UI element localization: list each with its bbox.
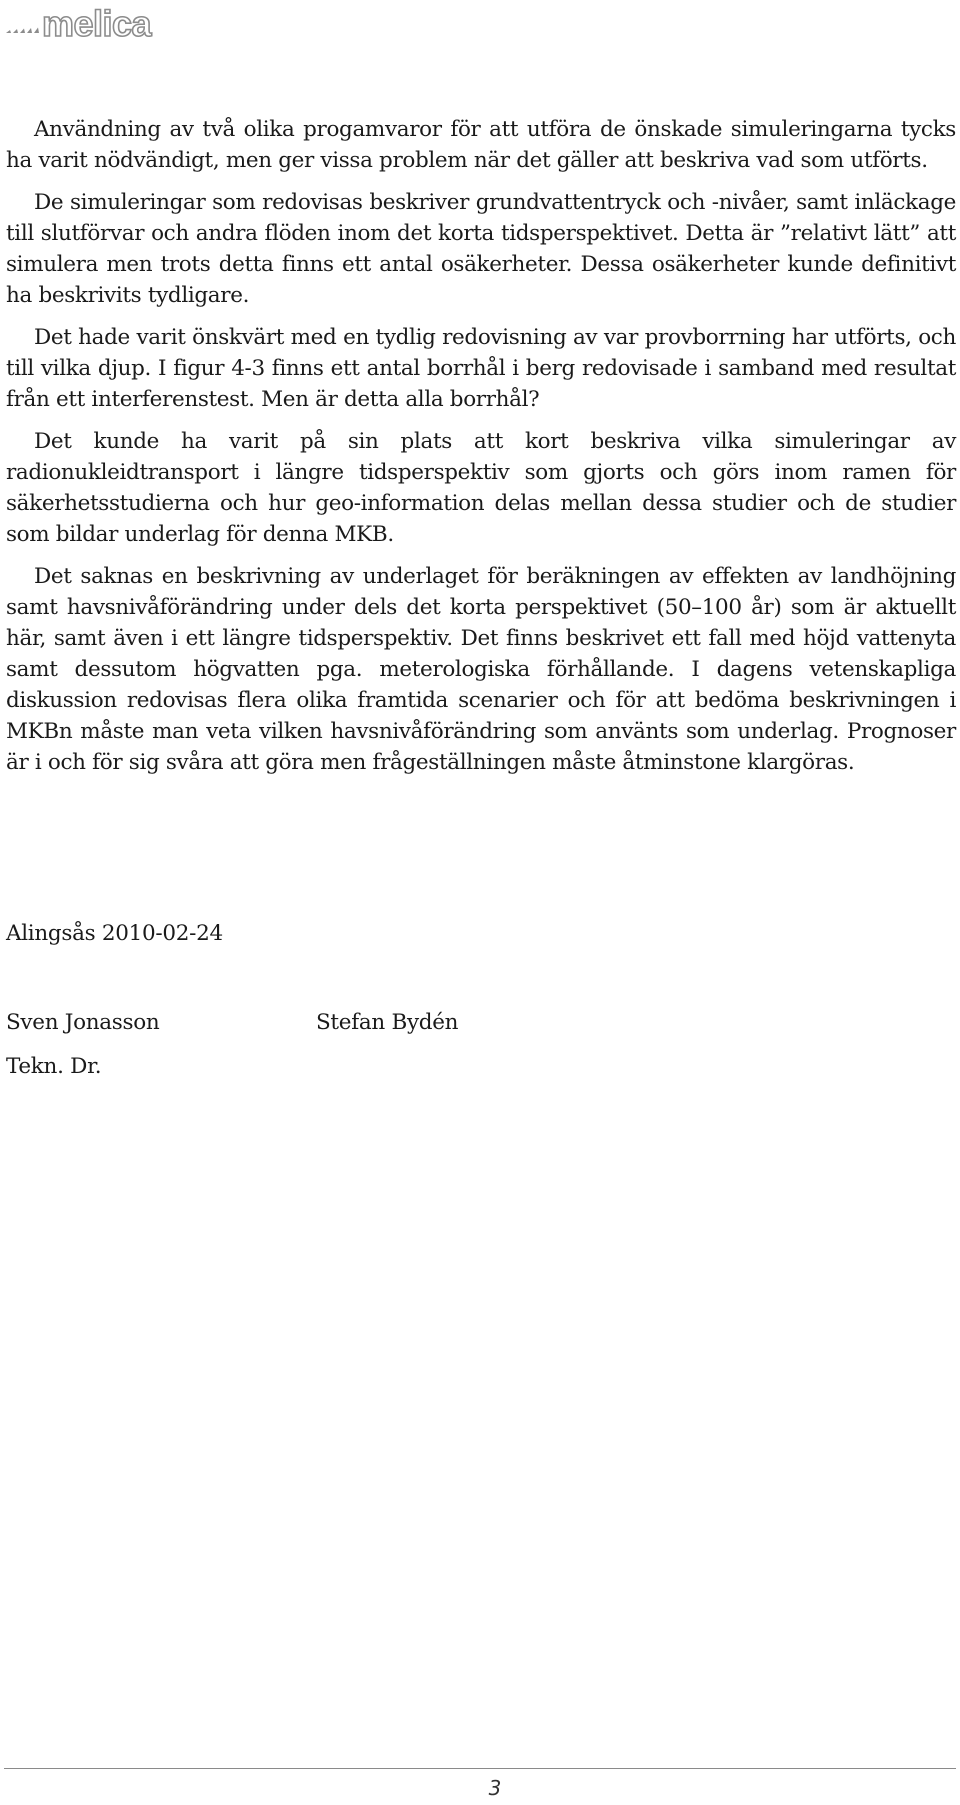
melica-logo: [4, 2, 194, 46]
footer-divider: [4, 1768, 956, 1769]
signatory-title: Tekn. Dr.: [6, 1054, 102, 1079]
logo-mark-icon: [4, 4, 194, 44]
logo-wordmark: melica: [42, 4, 152, 44]
paragraph: Det saknas en beskrivning av underlaget för beräkningen av effekten av landhöjning samt havsnivåförändring under dels det korta perspektivet (50–100 år) som är aktuellt här, samt även i ett längre tidsperspektiv. Det finns beskrivet ett fall med höjd vattenyta samt dessutom högvatten pga. meterologiska förhållande. I dagens vetenskapliga diskussion redovisas flera olika framtida scenarier och för att bedöma beskrivningen i MKBn måste man veta vilken havsnivåförändring som använts som underlag. Prognoser är i och för sig svåra att göra men frågeställningen måste åtminstone klargöras.: [6, 564, 956, 775]
document-body: [6, 114, 956, 789]
page-number: 3: [488, 1776, 502, 1800]
signatory-name: Stefan Bydén: [316, 1010, 459, 1035]
paragraph: Det kunde ha varit på sin plats att kort beskriva vilka simuleringar av radionukleidtransport i längre tidsperspektiv som gjorts och görs inom ramen för säkerhetsstudierna och hur geo-information delas mellan dessa studier och de studier som bildar underlag för denna MKB.: [6, 429, 956, 547]
paragraph: Det hade varit önskvärt med en tydlig redovisning av var provborrning har utförts, och till vilka djup. I figur 4-3 finns ett antal borrhål i berg redovisade i samband med resultat från ett interferenstest. Men är detta alla borrhål?: [6, 325, 956, 412]
paragraph: Användning av två olika progamvaror för att utföra de önskade simuleringarna tycks ha varit nödvändigt, men ger vissa problem när det gäller att beskriva vad som utförts.: [6, 117, 956, 173]
place-and-date: Alingsås 2010-02-24: [6, 921, 223, 946]
signatory-name: Sven Jonasson: [6, 1010, 160, 1035]
paragraph: De simuleringar som redovisas beskriver grundvattentryck och -nivåer, samt inläckage till slutförvar och andra flöden inom det korta tidsperspektivet. Detta är ”relativt lätt” att simulera men trots detta finns ett antal osäkerheter. Dessa osäkerheter kunde definitivt ha beskrivits tydligare.: [6, 190, 956, 308]
